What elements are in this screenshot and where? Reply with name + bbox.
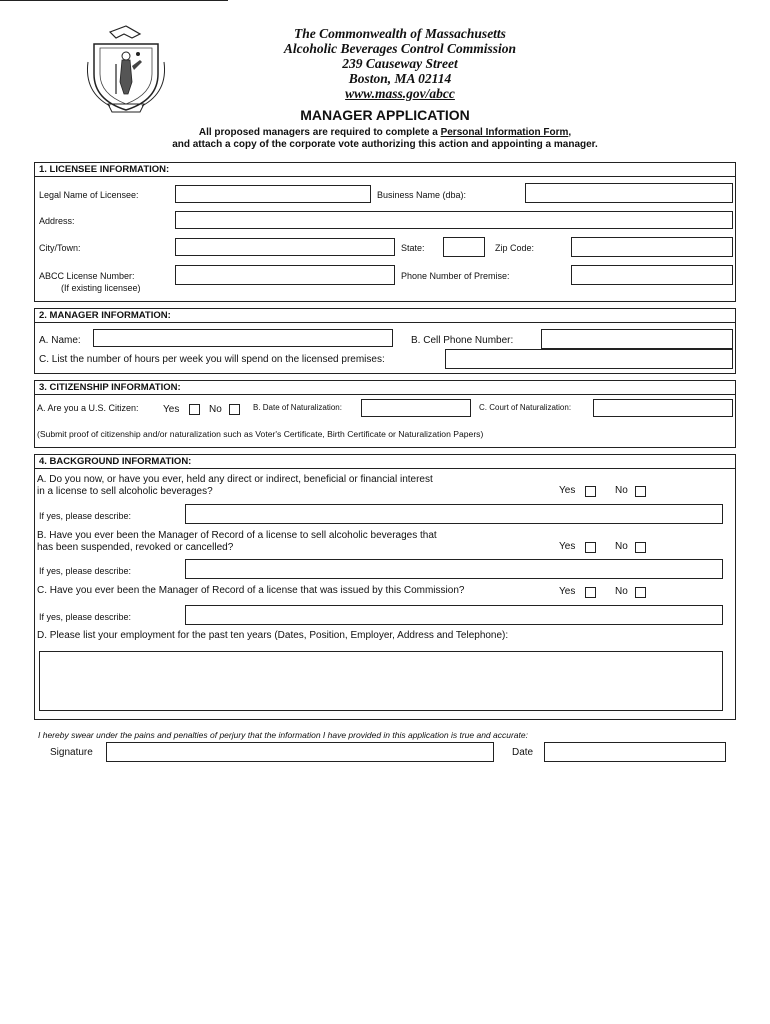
personal-information-form-link[interactable]: Personal Information Form bbox=[440, 127, 569, 138]
date-label: Date bbox=[512, 747, 534, 758]
agency-line2: Alcoholic Beverages Control Commission bbox=[283, 41, 517, 56]
business-name-label: Business Name (dba): bbox=[377, 190, 467, 200]
address-input[interactable] bbox=[175, 211, 733, 229]
legal-name-input[interactable] bbox=[175, 185, 371, 203]
zip-label: Zip Code: bbox=[495, 243, 535, 253]
question-b-line2: has been suspended, revoked or cancelled? bbox=[37, 542, 234, 553]
premise-phone-label: Phone Number of Premise: bbox=[401, 271, 510, 281]
question-c-yes-label: Yes bbox=[559, 586, 576, 597]
question-c-no-checkbox[interactable] bbox=[635, 587, 646, 598]
question-c: C. Have you ever been the Manager of Record of a license that was issued by this Commission? bbox=[37, 585, 465, 596]
section3-heading: 3. CITIZENSHIP INFORMATION: bbox=[35, 381, 735, 395]
question-a-yes-label: Yes bbox=[559, 485, 576, 496]
zip-input[interactable] bbox=[571, 237, 733, 257]
section4-heading: 4. BACKGROUND INFORMATION: bbox=[35, 455, 735, 469]
question-a-no-label: No bbox=[615, 485, 628, 496]
agency-line1: The Commonwealth of Massachusetts bbox=[294, 26, 506, 41]
instructions-line1 bbox=[0, 127, 770, 138]
question-b-yes-label: Yes bbox=[559, 541, 576, 552]
oath-statement: I hereby swear under the pains and penalties of perjury that the information I have provided in this application is true and accurate: bbox=[38, 730, 528, 740]
question-d: D. Please list your employment for the past ten years (Dates, Position, Employer, Address and Telephone): bbox=[37, 630, 509, 641]
city-input[interactable] bbox=[175, 238, 395, 256]
instructions-line2: and attach a copy of the corporate vote authorizing this action and appointing a manager. bbox=[172, 139, 598, 150]
question-c-yes-checkbox[interactable] bbox=[585, 587, 596, 598]
section2-heading: 2. MANAGER INFORMATION: bbox=[35, 309, 735, 323]
citizen-no-label: No bbox=[209, 404, 222, 415]
question-a-line1: A. Do you now, or have you ever, held any direct or indirect, beneficial or financial interest bbox=[37, 474, 433, 485]
street-address: 239 Causeway Street bbox=[342, 56, 458, 71]
signature-label: Signature bbox=[50, 747, 93, 758]
signature-input[interactable] bbox=[106, 742, 494, 762]
website-link[interactable]: www.mass.gov/abcc bbox=[345, 86, 455, 101]
license-number-input[interactable] bbox=[175, 265, 395, 285]
proof-note: (Submit proof of citizenship and/or naturalization such as Voter's Certificate, Birth Certificate or Naturalization Papers) bbox=[37, 429, 484, 439]
citizenship-information-section bbox=[34, 380, 736, 448]
manager-name-input[interactable] bbox=[93, 329, 393, 347]
section1-heading: 1. LICENSEE INFORMATION: bbox=[35, 163, 735, 177]
premise-phone-input[interactable] bbox=[571, 265, 733, 285]
instructions-suffix: , bbox=[568, 127, 572, 138]
legal-name-label: Legal Name of Licensee: bbox=[39, 190, 139, 200]
citizen-yes-label: Yes bbox=[163, 404, 180, 415]
court-of-naturalization-label: C. Court of Naturalization: bbox=[479, 403, 572, 412]
question-a-no-checkbox[interactable] bbox=[635, 486, 646, 497]
instructions-prefix: All proposed managers are required to complete a bbox=[198, 127, 441, 138]
license-number-label: ABCC License Number: bbox=[39, 271, 135, 281]
citizen-yes-checkbox[interactable] bbox=[189, 404, 200, 415]
cell-phone-label: B. Cell Phone Number: bbox=[411, 335, 514, 346]
date-input[interactable] bbox=[544, 742, 726, 762]
naturalization-date-label: B. Date of Naturalization: bbox=[253, 403, 342, 412]
question-b-no-label: No bbox=[615, 541, 628, 552]
cell-phone-input[interactable] bbox=[541, 329, 733, 349]
question-b-yes-checkbox[interactable] bbox=[585, 542, 596, 553]
question-a-describe-input[interactable] bbox=[185, 504, 723, 524]
question-b-describe-input[interactable] bbox=[185, 559, 723, 579]
licensee-information-section bbox=[34, 162, 736, 302]
question-b-describe-label: If yes, please describe: bbox=[39, 566, 132, 576]
court-of-naturalization-input[interactable] bbox=[593, 399, 733, 417]
question-c-describe-label: If yes, please describe: bbox=[39, 612, 132, 622]
massachusetts-seal-icon bbox=[80, 22, 172, 114]
question-a-line2: in a license to sell alcoholic beverages? bbox=[37, 486, 213, 497]
business-name-input[interactable] bbox=[525, 183, 733, 203]
manager-name-label: A. Name: bbox=[39, 335, 81, 346]
question-c-no-label: No bbox=[615, 586, 628, 597]
top-rule bbox=[0, 0, 228, 1]
form-title: MANAGER APPLICATION bbox=[300, 107, 470, 123]
manager-information-section bbox=[34, 308, 736, 374]
naturalization-date-input[interactable] bbox=[361, 399, 471, 417]
address-label: Address: bbox=[39, 216, 75, 226]
employment-history-textarea[interactable] bbox=[39, 651, 723, 711]
hours-label: C. List the number of hours per week you will spend on the licensed premises: bbox=[39, 354, 385, 365]
background-information-section bbox=[34, 454, 736, 720]
city-label: City/Town: bbox=[39, 243, 81, 253]
state-input[interactable] bbox=[443, 237, 485, 257]
question-a-yes-checkbox[interactable] bbox=[585, 486, 596, 497]
us-citizen-label: A. Are you a U.S. Citizen: bbox=[37, 403, 139, 413]
citizen-no-checkbox[interactable] bbox=[229, 404, 240, 415]
question-b-no-checkbox[interactable] bbox=[635, 542, 646, 553]
hours-input[interactable] bbox=[445, 349, 733, 369]
license-number-note: (If existing licensee) bbox=[61, 283, 141, 293]
question-b-line1: B. Have you ever been the Manager of Record of a license to sell alcoholic beverages that bbox=[37, 530, 437, 541]
state-label: State: bbox=[401, 243, 425, 253]
city-address: Boston, MA 02114 bbox=[348, 71, 452, 86]
question-a-describe-label: If yes, please describe: bbox=[39, 511, 132, 521]
question-c-describe-input[interactable] bbox=[185, 605, 723, 625]
